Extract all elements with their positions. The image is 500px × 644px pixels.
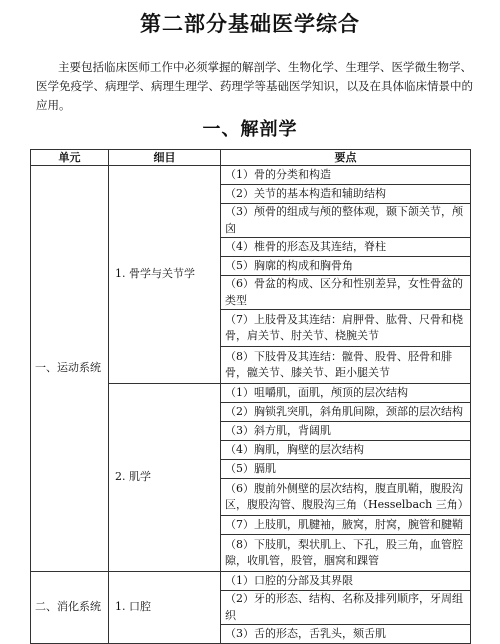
unit-cell: 二、消化系统 [31, 572, 109, 644]
intro-paragraph: 主要包括临床医师工作中必须掌握的解剖学、生物化学、生理学、医学微生物学、医学免疫学、病理学、病理生理学、药理学等基础医学知识，以及在具体临床情景中的应用。 [36, 60, 473, 112]
point-cell: （8）下肢肌，梨状肌上、下孔，股三角，血管腔隙，收肌管，股管，腘窝和踝管 [221, 535, 471, 572]
document-title: 第二部分基础医学综合 [140, 11, 360, 36]
point-cell: （7）上肢骨及其连结：肩胛骨、肱骨、尺骨和桡骨，肩关节、肘关节、桡腕关节 [221, 310, 471, 347]
table-header-row [31, 150, 471, 166]
point-cell: （3）斜方肌，背阔肌 [221, 422, 471, 441]
point-cell: （3）颅骨的组成与颅的整体观，颞下颌关节，颅囟 [221, 204, 471, 238]
point-cell: （6）腹前外侧壁的层次结构，腹直肌鞘，腹股沟区，腹股沟管、腹股沟三角（Hesselbach 三角） [221, 479, 471, 516]
point-cell: （2）牙的形态、结构、名称及排列顺序，牙周组织 [221, 591, 471, 625]
point-cell: （1）口腔的分部及其界限 [221, 572, 471, 591]
subitem-cell: 2. 肌学 [109, 384, 221, 572]
syllabus-table [30, 149, 471, 644]
point-cell: （2）胸锁乳突肌，斜角肌间隙，颈部的层次结构 [221, 403, 471, 422]
point-cell: （1）咀嚼肌，面肌，颅顶的层次结构 [221, 384, 471, 403]
unit-cell: 一、运动系统 [31, 166, 109, 572]
subitem-cell: 1. 口腔 [109, 572, 221, 644]
header-subitem: 细目 [109, 150, 221, 166]
header-unit: 单元 [31, 150, 109, 166]
table-row [31, 572, 471, 591]
point-cell: （5）胸廓的构成和胸骨角 [221, 257, 471, 276]
point-cell: （8）下肢骨及其连结：髋骨、股骨、胫骨和腓骨，髋关节、膝关节、距小腿关节 [221, 347, 471, 384]
point-cell: （2）关节的基本构造和辅助结构 [221, 185, 471, 204]
point-cell: （7）上肢肌，肌腱袖，腋窝，肘窝，腕管和腱鞘 [221, 516, 471, 535]
point-cell: （3）舌的形态，舌乳头，颏舌肌 [221, 625, 471, 644]
point-cell: （1）骨的分类和构造 [221, 166, 471, 185]
section-title: 一、解剖学 [202, 119, 298, 140]
table-row [31, 166, 471, 185]
point-cell: （4）胸肌，胸壁的层次结构 [221, 441, 471, 460]
point-cell: （4）椎骨的形态及其连结，脊柱 [221, 238, 471, 257]
point-cell: （5）膈肌 [221, 460, 471, 479]
header-points: 要点 [221, 150, 471, 166]
subitem-cell: 1. 骨学与关节学 [109, 166, 221, 384]
point-cell: （6）骨盆的构成、区分和性别差异，女性骨盆的类型 [221, 276, 471, 310]
